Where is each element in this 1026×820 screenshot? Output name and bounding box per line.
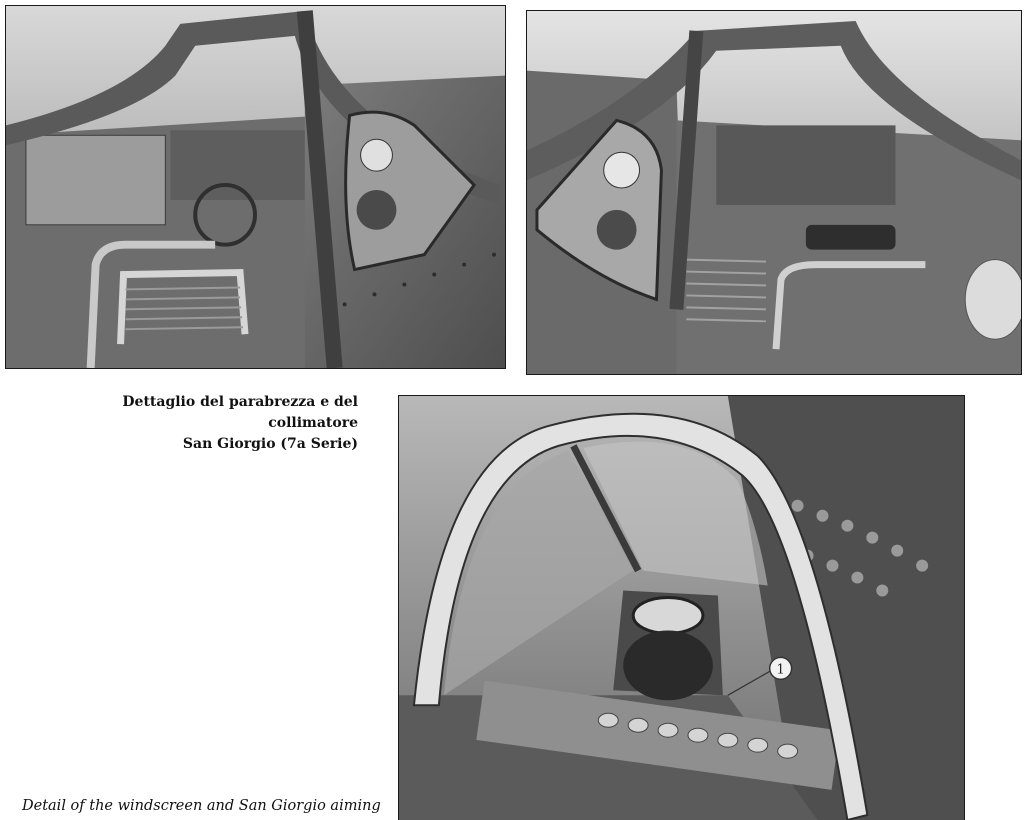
windscreen-front-photo (398, 395, 965, 820)
cockpit-right-illustration (527, 11, 1021, 374)
italian-caption-line-2: San Giorgio (7a Serie) (182, 436, 358, 452)
cockpit-right-photo (526, 10, 1022, 375)
english-caption-line-1: Detail of the windscreen and San Giorgio aiming (22, 798, 381, 814)
windscreen-front-illustration (399, 396, 964, 820)
cockpit-left-photo (5, 5, 506, 369)
english-caption (22, 796, 382, 816)
callout-1-label: 1 (776, 662, 785, 678)
italian-caption-line-1: Dettaglio del parabrezza e del collimatore (122, 394, 358, 431)
italian-caption (28, 392, 358, 455)
cockpit-left-illustration (6, 6, 505, 368)
